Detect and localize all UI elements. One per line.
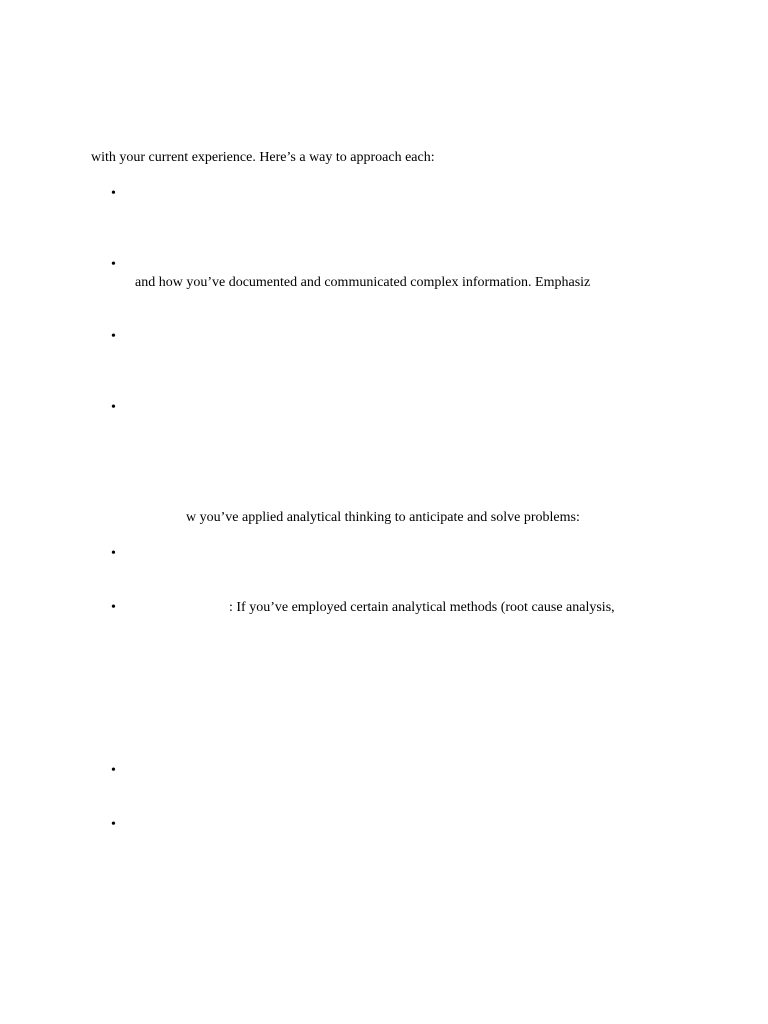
bullet-1: • [111,186,116,201]
bullet-5: • [111,546,116,561]
intro-line: with your current experience. Here’s a way to approach each: [91,150,435,165]
bullet-8: • [111,817,116,832]
bullet-6: • [111,600,116,615]
bullet-2-continuation: and how you’ve documented and communicated complex information. Emphasiz [135,275,591,290]
bullet-6-fragment: : If you’ve employed certain analytical methods (root cause analysis, [229,600,615,615]
section-2-line: w you’ve applied analytical thinking to anticipate and solve problems: [186,510,580,525]
bullet-3: • [111,329,116,344]
bullet-7: • [111,763,116,778]
bullet-4: • [111,400,116,415]
bullet-2: • [111,257,116,272]
